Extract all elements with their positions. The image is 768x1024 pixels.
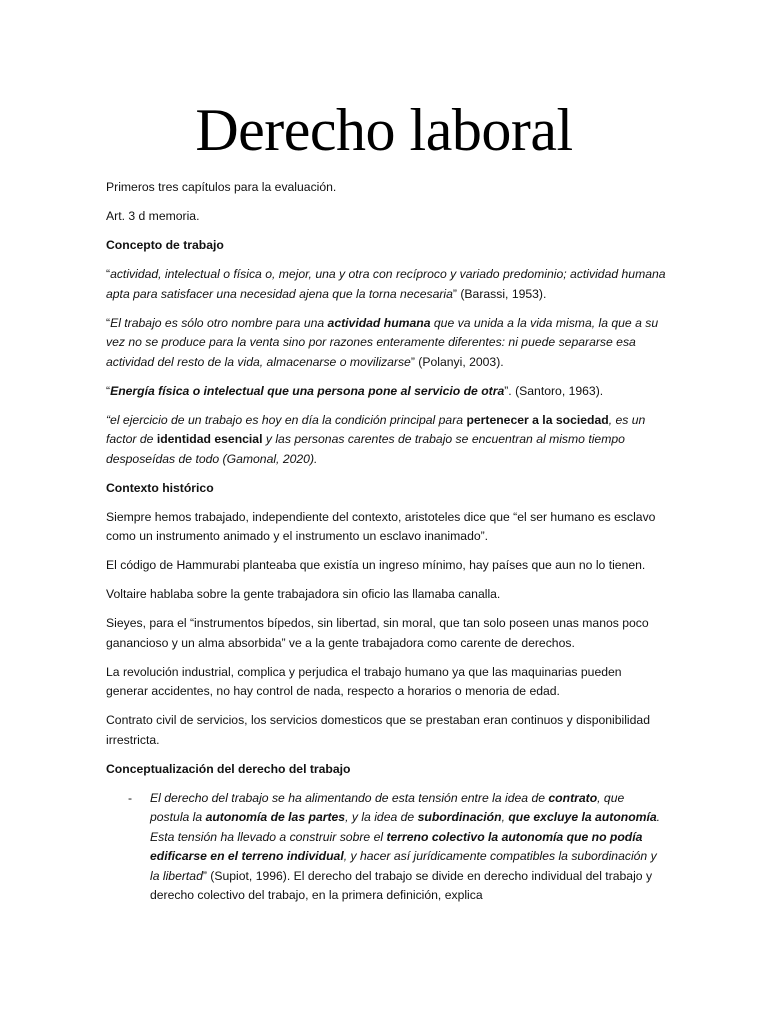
quote-santoro: [106, 382, 666, 402]
paragraph-aristoteles: Siempre hemos trabajado, independiente del contexto, aristoteles dice que “el ser humano es esclavo como un instrumento animado y el instrumento un esclavo inanimado”.: [106, 509, 656, 543]
quote-emphasis: Energía física o intelectual que una persona pone al servicio de otra: [110, 383, 505, 398]
quote-text: El derecho del trabajo se ha alimentando de esta tensión entre la idea de: [150, 790, 549, 805]
paragraph-article: Art. 3 d memoria.: [106, 209, 200, 223]
quote-open: “: [106, 383, 111, 398]
quote-text: . Esta tensión ha llevado a construir sobre el: [150, 810, 661, 844]
quote-open: “: [106, 315, 111, 330]
paragraph-sieyes: Sieyes, para el “instrumentos bípedos, sin libertad, sin moral, que tan solo poseen unas manos poco ganancioso y un alma absorbida” ve a la gente trabajadora como carente de derechos.: [106, 616, 649, 650]
quote-text: , que postula la: [150, 790, 625, 824]
list-dash: -: [128, 790, 133, 805]
paragraph-voltaire: Voltaire hablaba sobre la gente trabajadora sin oficio las llamaba canalla.: [106, 587, 501, 601]
paragraph-contrato-civil: Contrato civil de servicios, los servicios domesticos que se prestaban eran continuos y disponibilidad irrestricta.: [106, 713, 650, 747]
quote-emphasis: autonomía de las partes: [205, 810, 346, 824]
quote-text: El trabajo es sólo otro nombre para una: [110, 315, 328, 330]
quote-text: “el ejercicio de un trabajo es hoy en día la condición principal para: [106, 412, 467, 427]
document-body: [106, 178, 666, 906]
paragraph-intro: Primeros tres capítulos para la evaluación.: [106, 180, 337, 194]
quote-text: ,: [501, 810, 509, 824]
quote-emphasis: identidad esencial: [156, 432, 263, 446]
paragraph-hammurabi: El código de Hammurabi planteaba que existía un ingreso mínimo, hay países que aun no lo tienen.: [106, 558, 646, 572]
quote-text: que va unida a la vida misma, la que a su vez no se produce para la venta sino por razones enteramente diferentes: ni puede separarse esa actividad del resto de la vida, almacenarse o movilizarse: [106, 315, 659, 369]
quote-emphasis: actividad humana: [327, 315, 431, 330]
quote-text: , y hacer así jurídicamente compatibles la subordinación y la libertad: [150, 849, 657, 883]
quote-citation: ” (Polanyi, 2003).: [410, 354, 504, 369]
heading-contexto-historico: Contexto histórico: [106, 480, 214, 495]
quote-emphasis: contrato: [548, 790, 598, 805]
quote-text: , es un factor de: [106, 412, 646, 446]
quote-emphasis: subordinación: [417, 810, 502, 824]
quote-citation: ” (Supiot, 1996). El derecho del trabajo se divide en derecho individual del trabajo y derecho colectivo del trabajo, en la primera definición, explica: [150, 868, 653, 902]
quote-text: actividad, intelectual o física o, mejor, una y otra con recíproco y variado predominio; actividad humana apta para satisfacer una necesidad ajena que la torna necesaria: [106, 267, 666, 301]
paragraph-revolucion-industrial: La revolución industrial, complica y perjudica el trabajo humano ya que las maquinarias pueden generar accidentes, no hay control de nada, respecto a horarios o menoria de edad.: [106, 664, 622, 698]
document-title: Derecho laboral: [195, 97, 573, 163]
list-item-supiot: [106, 789, 666, 906]
quote-citation: ” (Barassi, 1953).: [452, 286, 547, 301]
quote-open: “: [106, 267, 111, 281]
quote-gamonal: [106, 411, 666, 470]
quote-text: y las personas carentes de trabajo se encuentran al mismo tiempo desposeídas de todo (Gamonal, 2020).: [106, 432, 625, 466]
quote-emphasis: pertenecer a la sociedad: [466, 412, 609, 427]
heading-conceptualizacion: Conceptualización del derecho del trabajo: [106, 761, 351, 776]
quote-polanyi: [106, 314, 666, 373]
quote-text: , y la idea de: [345, 810, 418, 824]
heading-concepto-de-trabajo: Concepto de trabajo: [106, 238, 224, 252]
quote-barassi: [106, 265, 666, 304]
quote-emphasis: terreno colectivo la autonomía que no podía edificarse en el terreno individual: [150, 829, 643, 863]
quote-emphasis: que excluye la autonomía: [508, 810, 657, 824]
quote-citation: ”. (Santoro, 1963).: [504, 383, 604, 398]
